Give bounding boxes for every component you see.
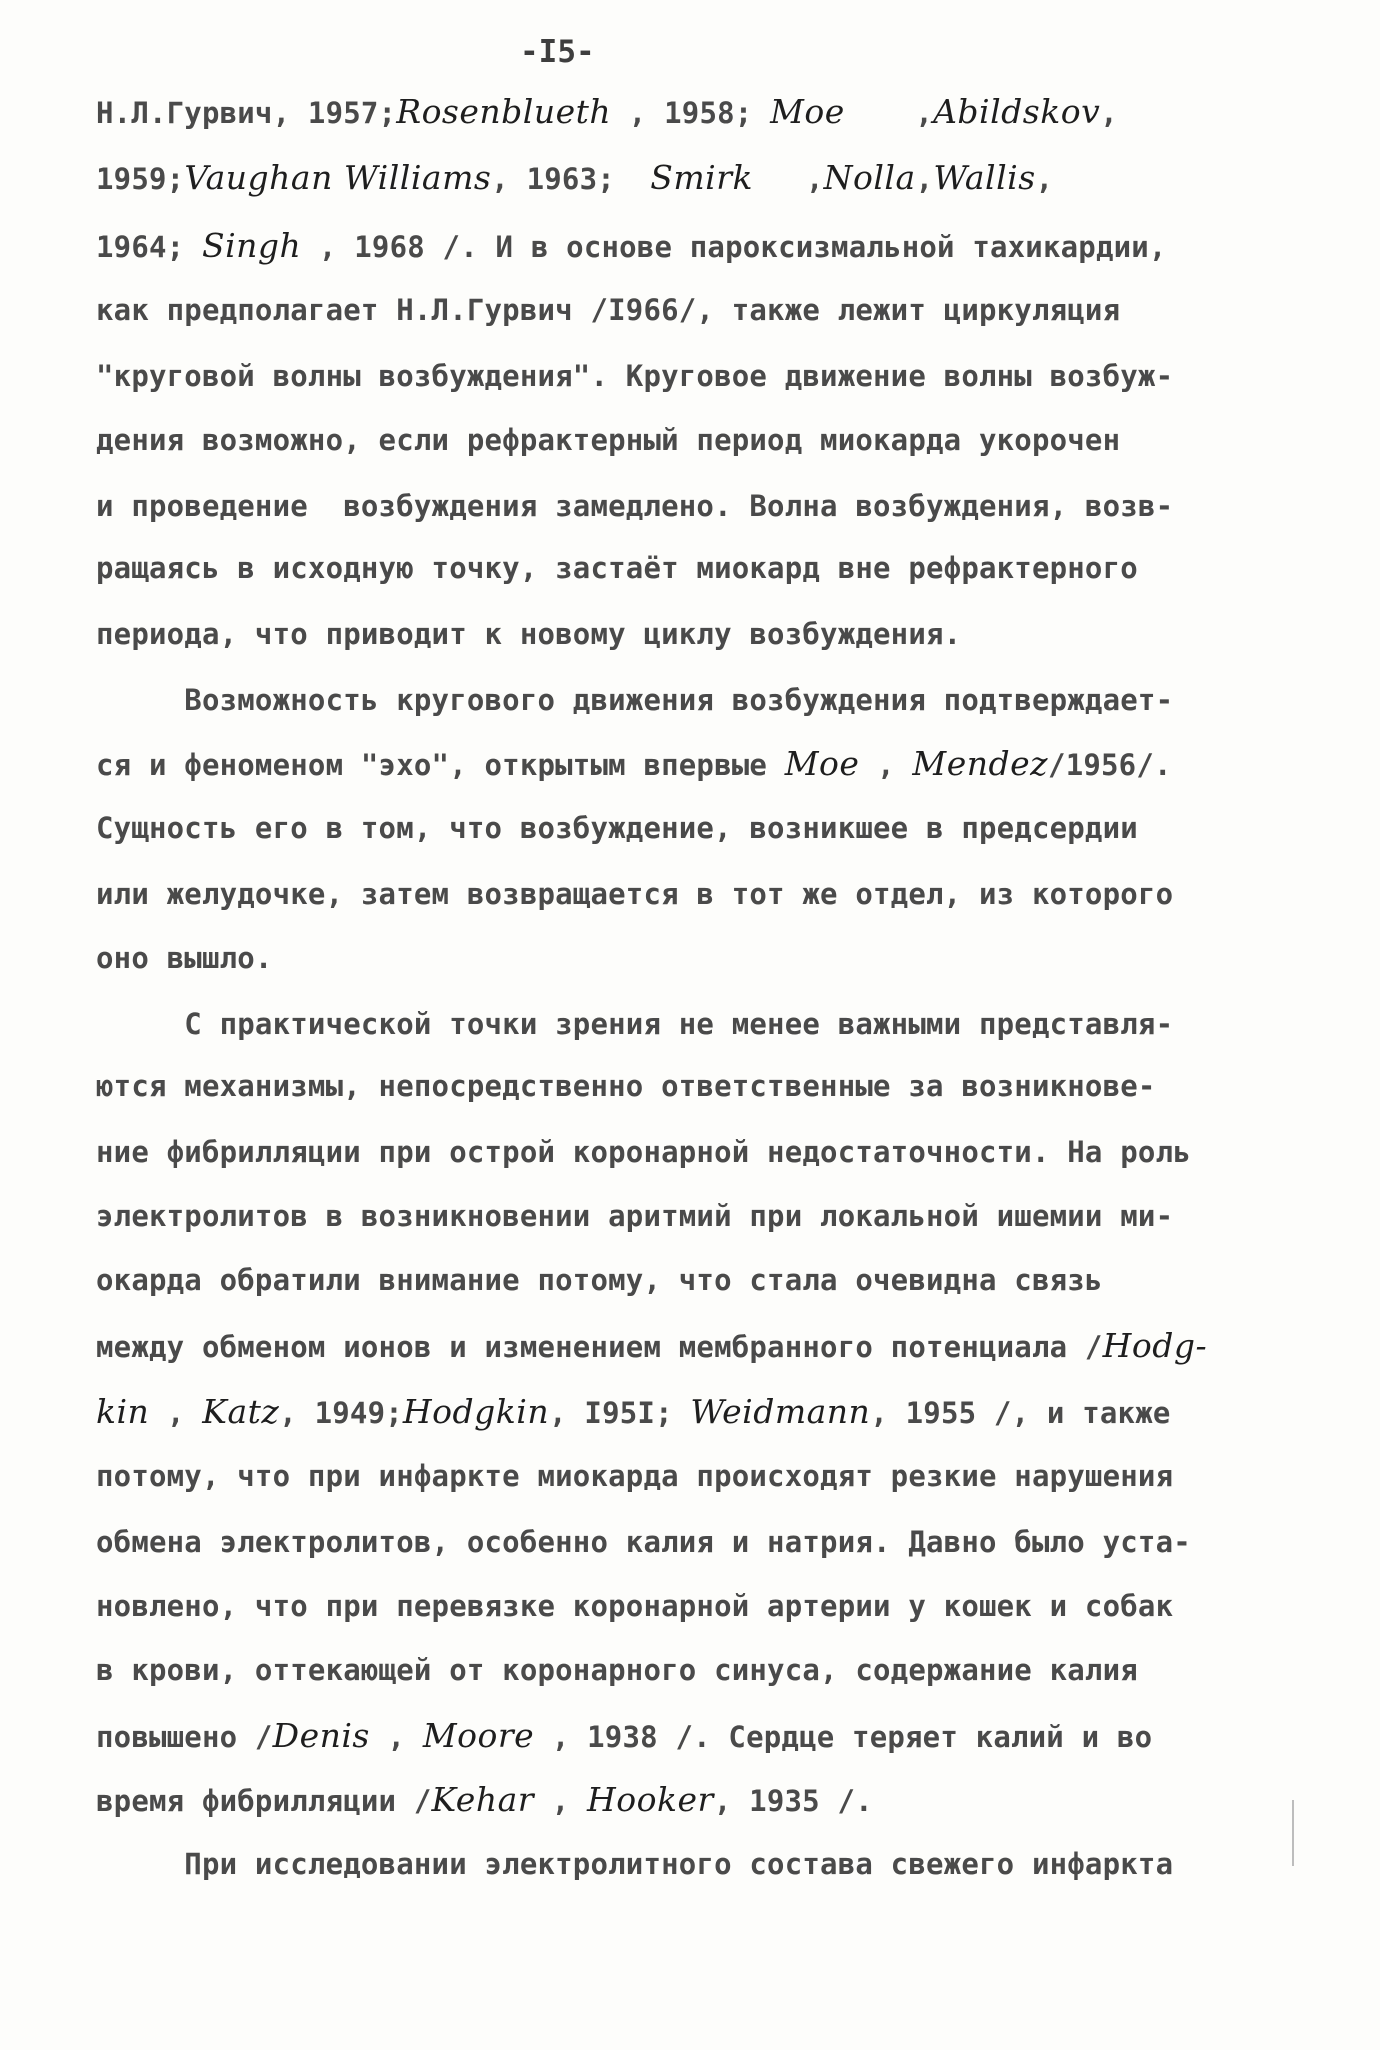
- typed-text: ся и феноменом "эхо", открытым впервые: [96, 748, 785, 782]
- text-line: [96, 938, 273, 978]
- typed-text: между обменом ионов и изменением мембранного потенциала /: [96, 1330, 1103, 1364]
- text-line: [96, 680, 1173, 720]
- handwritten-name: Rosenblueth: [396, 92, 612, 131]
- typed-text: ,: [149, 1396, 203, 1430]
- text-line: [96, 158, 1053, 198]
- margin-rule: [1292, 1800, 1294, 1866]
- typed-text: ются механизмы, непосредственно ответственные за возникнове-: [96, 1069, 1156, 1103]
- typed-text: , I95I;: [549, 1396, 691, 1430]
- text-line: [96, 290, 1120, 330]
- typed-text: ,: [859, 748, 913, 782]
- typed-text: повышено /: [96, 1720, 273, 1754]
- handwritten-name: Abildskov: [933, 92, 1101, 131]
- typed-text: 1959;: [96, 162, 185, 196]
- typed-text: оно вышло.: [96, 941, 273, 975]
- typed-text: 1964;: [96, 230, 202, 264]
- typed-text: ,: [369, 1720, 423, 1754]
- typed-text: окарда обратили внимание потому, что стала очевидна связь: [96, 1263, 1103, 1297]
- typed-text: Возможность кругового движения возбуждения подтверждает-: [96, 683, 1174, 717]
- handwritten-name: Kehar: [431, 1780, 535, 1819]
- handwritten-name: Hodgkin: [402, 1392, 550, 1431]
- text-line: [96, 420, 1120, 460]
- text-line: [96, 1456, 1173, 1496]
- text-line: [96, 744, 1172, 784]
- typed-text: ,: [1035, 162, 1054, 196]
- typed-text: , 1968 /. И в основе пароксизмальной тахикардии,: [301, 230, 1167, 264]
- typed-text: С практической точки зрения не менее важными представля-: [96, 1007, 1174, 1041]
- handwritten-name: Weidmann: [690, 1392, 871, 1431]
- text-line: [96, 1260, 1103, 1300]
- text-line: [96, 1132, 1191, 1172]
- typed-text: периода, что приводит к новому циклу возбуждения.: [96, 617, 962, 651]
- typed-text: , 1935 /.: [713, 1784, 873, 1818]
- text-line: [96, 874, 1173, 914]
- text-line: [96, 614, 961, 654]
- handwritten-name: Moore: [422, 1716, 535, 1755]
- typed-text: ,: [915, 162, 934, 196]
- typed-text: или желудочке, затем возвращается в тот же отдел, из которого: [96, 877, 1174, 911]
- handwritten-name: Smirk: [650, 158, 753, 197]
- handwritten-name: Hodg-: [1102, 1326, 1208, 1365]
- text-line: [96, 1066, 1156, 1106]
- typed-text: новлено, что при перевязке коронарной артерии у кошек и собак: [96, 1589, 1174, 1623]
- typed-text: обмена электролитов, особенно калия и натрия. Давно было уста-: [96, 1525, 1191, 1559]
- text-line: [96, 1004, 1173, 1044]
- handwritten-name: Vaughan Williams: [184, 158, 492, 197]
- typed-text: , 1963;: [491, 162, 651, 196]
- text-line: [96, 1392, 1171, 1432]
- typed-text: как предполагает Н.Л.Гурвич /I966/, также лежит циркуляция: [96, 293, 1121, 327]
- typed-text: в крови, оттекающей от коронарного синуса, содержание калия: [96, 1653, 1138, 1687]
- handwritten-name: Mendez: [912, 744, 1049, 783]
- typed-text: , 1958;: [611, 96, 771, 130]
- typed-text: ,: [1100, 96, 1118, 130]
- text-line: [96, 92, 1118, 132]
- handwritten-name: Nolla: [823, 158, 916, 197]
- text-line: [96, 548, 1138, 588]
- text-line: [96, 1196, 1173, 1236]
- typed-text: Сущность его в том, что возбуждение, возникшее в предсердии: [96, 811, 1138, 845]
- typed-text: и проведение возбуждения замедлено. Волна возбуждения, возв-: [96, 489, 1174, 523]
- typed-text: ,: [844, 96, 934, 130]
- handwritten-name: Wallis: [933, 158, 1036, 197]
- typed-text: , 1949;: [279, 1396, 403, 1430]
- text-line: [96, 1326, 1207, 1366]
- handwritten-name: kin: [96, 1392, 150, 1431]
- text-line: [96, 1716, 1152, 1756]
- typed-text: "круговой волны возбуждения". Круговое движение волны возбуж-: [96, 359, 1174, 393]
- page-number: -I5-: [520, 34, 595, 70]
- text-line: [96, 1650, 1138, 1690]
- typed-text: ние фибрилляции при острой коронарной недостаточности. На роль: [96, 1135, 1191, 1169]
- typed-text: ращаясь в исходную точку, застаёт миокард вне рефрактерного: [96, 551, 1138, 585]
- typed-text: /1956/.: [1048, 748, 1172, 782]
- handwritten-name: Singh: [201, 226, 302, 265]
- handwritten-name: Denis: [272, 1716, 370, 1755]
- text-line: [96, 1844, 1173, 1884]
- typed-text: , 1938 /. Сердце теряет калий и во: [534, 1720, 1153, 1754]
- typed-text: время фибрилляции /: [96, 1784, 432, 1818]
- text-line: [96, 486, 1173, 526]
- text-line: [96, 1780, 873, 1820]
- text-line: [96, 226, 1167, 266]
- typed-text: электролитов в возникновении аритмий при локальной ишемии ми-: [96, 1199, 1174, 1233]
- handwritten-name: Katz: [202, 1392, 280, 1431]
- text-line: [96, 356, 1173, 396]
- typed-text: дения возможно, если рефрактерный период миокарда укорочен: [96, 423, 1121, 457]
- text-line: [96, 1522, 1191, 1562]
- typed-text: Н.Л.Гурвич, 1957;: [96, 96, 397, 130]
- text-line: [96, 1586, 1173, 1626]
- typed-text: ,: [534, 1784, 588, 1818]
- handwritten-name: Hooker: [587, 1780, 714, 1819]
- typed-text: ,: [752, 162, 824, 196]
- typed-text: потому, что при инфаркте миокарда происходят резкие нарушения: [96, 1459, 1174, 1493]
- handwritten-name: Moe: [784, 744, 860, 783]
- text-line: [96, 808, 1138, 848]
- typed-text: При исследовании электролитного состава свежего инфаркта: [96, 1847, 1174, 1881]
- typed-text: , 1955 /, и также: [870, 1396, 1171, 1430]
- handwritten-name: Moe: [770, 92, 845, 131]
